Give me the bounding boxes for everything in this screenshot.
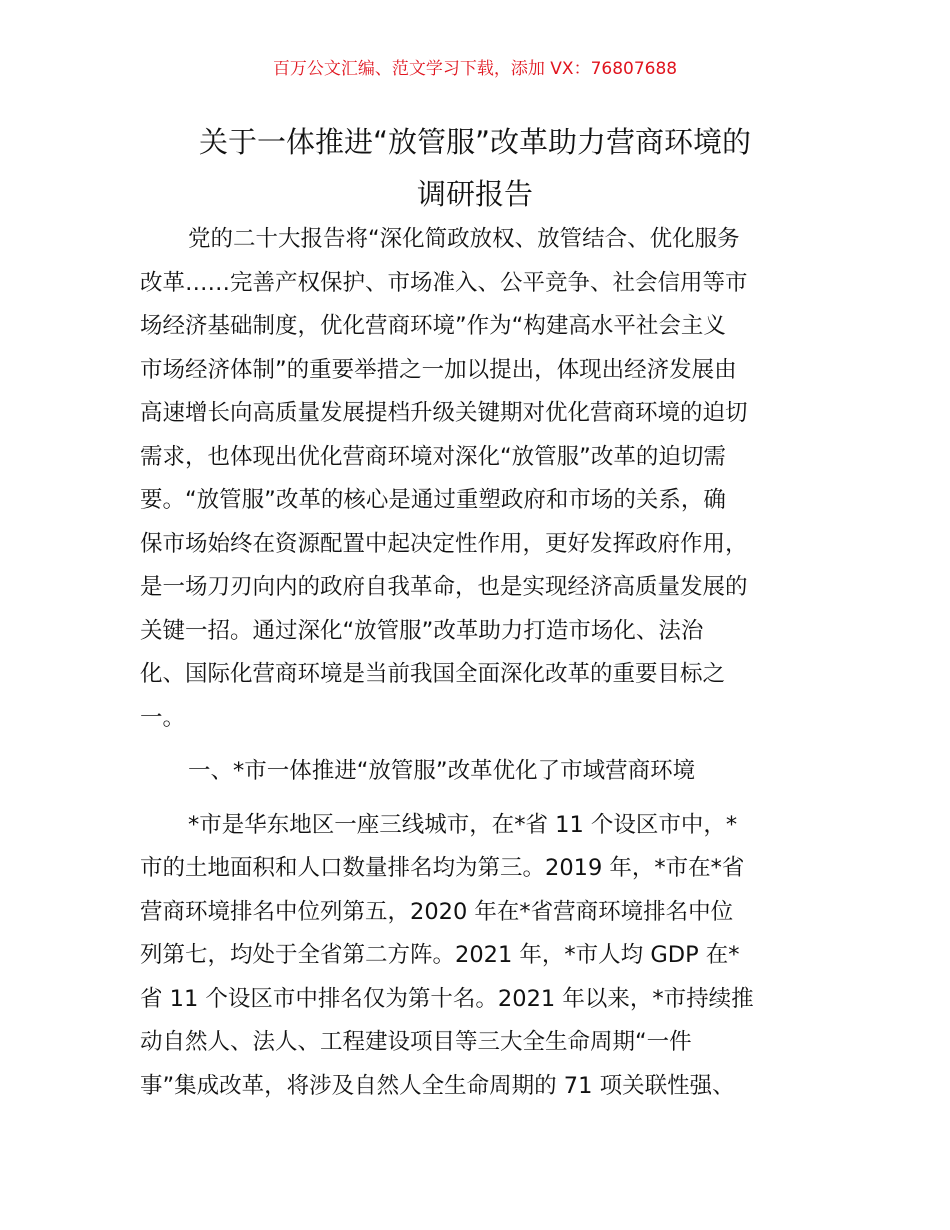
paragraph-intro [140,218,820,740]
text-line: 要。“放管服”改革的核心是通过重塑政府和市场的关系，确 [140,487,726,513]
text-line: 党的二十大报告将“深化简政放权、放管结合、优化服务 [188,226,740,252]
text-line: 列第七，均处于全省第二方阵。2021 年，*市人均 GDP 在* [140,942,740,968]
title-line: 调研报告 [416,177,533,211]
section-heading [140,750,820,794]
text-line: 需求，也体现出优化营商环境对深化“放管服”改革的迫切需 [140,443,726,470]
text-line: *市是华东地区一座三线城市，在*省 11 个设区市中，* [188,811,738,838]
text-line: 省 11 个设区市中排名仅为第十名。2021 年以来，*市持续推 [140,985,754,1012]
text-line: 事”集成改革，将涉及自然人全生命周期的 71 项关联性强、 [140,1072,735,1099]
download-banner: 百万公文汇编、范文学习下载，添加 VX：76807688 [272,59,678,79]
text-line: 关键一招。通过深化“放管服”改革助力打造市场化、法治 [140,617,704,644]
paragraph-city-profile [140,804,820,1109]
text-line: 市的土地面积和人口数量排名均为第三。2019 年，*市在*省 [140,855,745,881]
text-line: 保市场始终在资源配置中起决定性作用，更好发挥政府作用， [140,530,748,557]
text-line: 市场经济体制”的重要举措之一加以提出，体现出经济发展由 [140,356,737,383]
heading-line: 一、*市一体推进“放管服”改革优化了市域营商环境 [188,758,696,784]
report-title [100,116,850,220]
title-line: 关于一体推进“放管服”改革助力营商环境的 [198,125,752,159]
text-line: 高速增长向高质量发展提档升级关键期对优化营商环境的迫切 [140,400,748,426]
report-body [140,218,820,1108]
text-line: 是一场刀刃向内的政府自我革命，也是实现经济高质量发展的 [140,574,748,600]
text-line: 改革……完善产权保护、市场准入、公平竞争、社会信用等市 [140,269,748,296]
text-line: 化、国际化营商环境是当前我国全面深化改革的重要目标之 [140,661,726,687]
text-line: 营商环境排名中位列第五，2020 年在*省营商环境排名中位 [140,898,734,925]
text-line: 场经济基础制度，优化营商环境”作为“构建高水平社会主义 [140,313,726,339]
text-line: 一。 [140,704,186,731]
text-line: 动自然人、法人、工程建设项目等三大全生命周期“一件 [140,1029,692,1055]
